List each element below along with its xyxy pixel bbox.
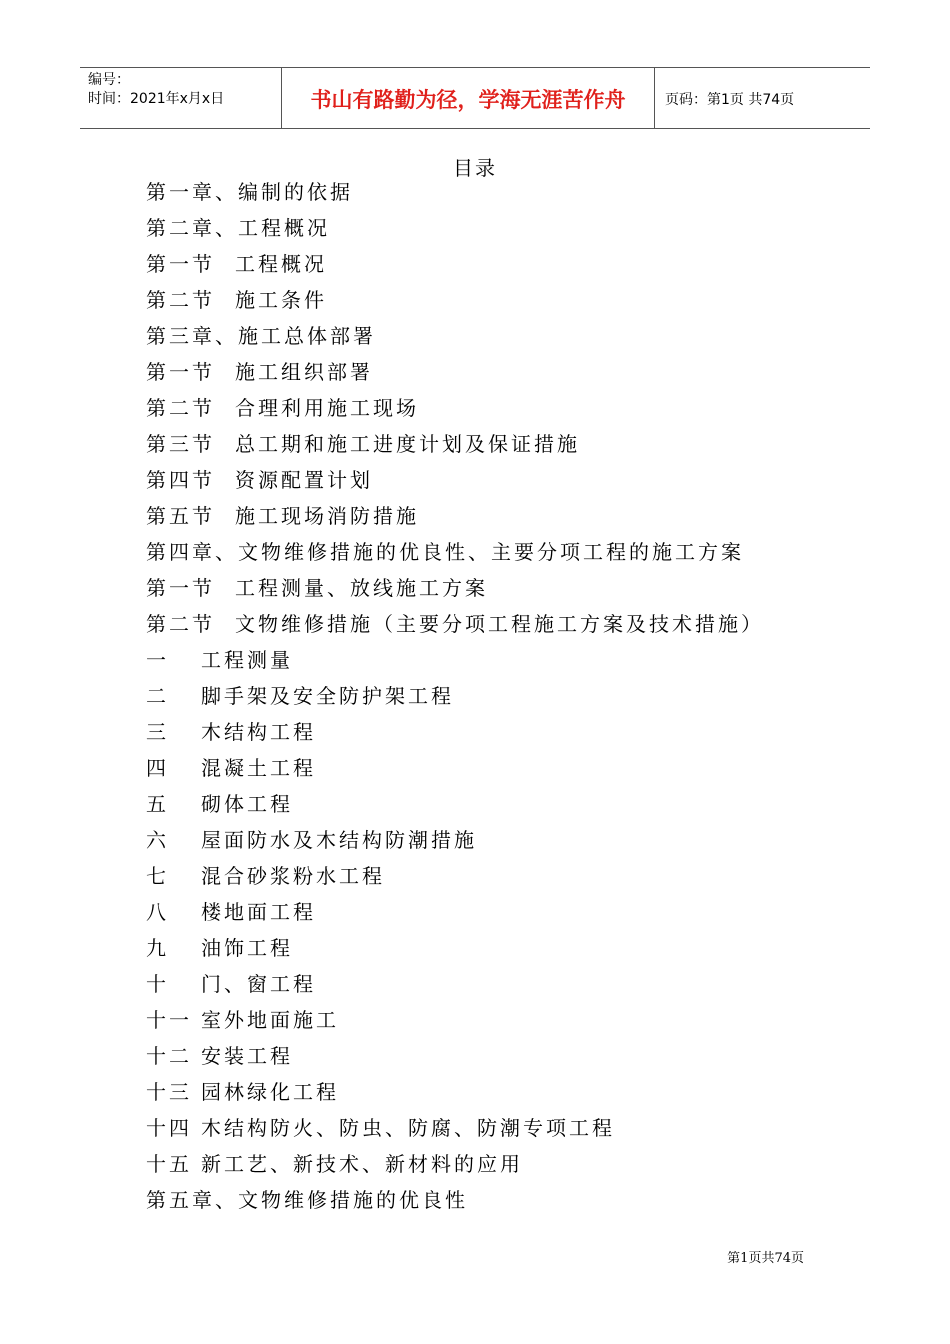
toc-item[interactable]: [146, 642, 764, 678]
toc-item[interactable]: [146, 462, 764, 498]
toc-item-number: 第一节: [146, 360, 215, 384]
toc-item-text: 工程概况: [235, 252, 327, 276]
toc-list: [146, 174, 764, 1218]
toc-item-text: 木结构防火、防虫、防腐、防潮专项工程: [201, 1116, 615, 1140]
serial-label: 编号：: [88, 72, 130, 88]
toc-item-number: 六: [146, 828, 169, 852]
toc-item[interactable]: [146, 930, 764, 966]
toc-item-number: 十二: [146, 1044, 192, 1068]
toc-item[interactable]: [146, 1110, 764, 1146]
toc-item[interactable]: [146, 750, 764, 786]
toc-item-number: 第五章、: [146, 1188, 238, 1212]
toc-item-text: 新工艺、新技术、新材料的应用: [201, 1152, 523, 1176]
toc-item-number: 第三章、: [146, 324, 238, 348]
toc-item-text: 门、窗工程: [201, 972, 316, 996]
toc-item-number: 第一章、: [146, 180, 238, 204]
toc-item-text: 文物维修措施的优良性: [238, 1188, 468, 1212]
toc-item-text: 木结构工程: [201, 720, 316, 744]
toc-item-text: 工程测量、放线施工方案: [235, 576, 488, 600]
toc-item-number: 十五: [146, 1152, 192, 1176]
toc-item-number: 第二节: [146, 288, 215, 312]
toc-item-number: 第四章、: [146, 540, 238, 564]
toc-item[interactable]: [146, 894, 764, 930]
toc-item-number: 第一节: [146, 576, 215, 600]
toc-item-number: 第五节: [146, 504, 215, 528]
toc-item[interactable]: [146, 858, 764, 894]
toc-item-number: 十一: [146, 1008, 192, 1032]
toc-item[interactable]: [146, 354, 764, 390]
toc-item-text: 砌体工程: [201, 792, 293, 816]
toc-item-text: 施工现场消防措施: [235, 504, 419, 528]
toc-item-text: 施工条件: [235, 288, 327, 312]
time-text: 时间：2021年x月x日: [88, 91, 225, 107]
toc-item-number: 十: [146, 972, 169, 996]
toc-item[interactable]: [146, 390, 764, 426]
toc-item-text: 总工期和施工进度计划及保证措施: [235, 432, 580, 456]
toc-item[interactable]: [146, 1182, 764, 1218]
toc-item[interactable]: [146, 318, 764, 354]
header-motto: 书山有路勤为径，学海无涯苦作舟: [282, 68, 655, 128]
toc-item[interactable]: [146, 966, 764, 1002]
toc-item-text: 楼地面工程: [201, 900, 316, 924]
page-header: [80, 67, 870, 129]
toc-item-text: 工程测量: [201, 648, 293, 672]
toc-item-text: 工程概况: [238, 216, 330, 240]
toc-item-text: 编制的依据: [238, 180, 353, 204]
toc-item-text: 安装工程: [201, 1044, 293, 1068]
toc-item-text: 施工总体部署: [238, 324, 376, 348]
toc-item-number: 第二节: [146, 396, 215, 420]
toc-item[interactable]: [146, 822, 764, 858]
toc-item[interactable]: [146, 786, 764, 822]
toc-item[interactable]: [146, 174, 764, 210]
toc-item-text: 脚手架及安全防护架工程: [201, 684, 454, 708]
toc-item[interactable]: [146, 1002, 764, 1038]
toc-item-text: 混合砂浆粉水工程: [201, 864, 385, 888]
toc-item-number: 七: [146, 864, 169, 888]
toc-item-number: 第二节: [146, 612, 215, 636]
toc-item[interactable]: [146, 534, 764, 570]
toc-item[interactable]: [146, 1146, 764, 1182]
toc-item-number: 第三节: [146, 432, 215, 456]
toc-title: 目录: [453, 156, 497, 180]
toc-item-number: 三: [146, 720, 169, 744]
toc-item-number: 四: [146, 756, 169, 780]
toc-item-text: 园林绿化工程: [201, 1080, 339, 1104]
toc-item[interactable]: [146, 426, 764, 462]
toc-item[interactable]: [146, 210, 764, 246]
toc-item-number: 第二章、: [146, 216, 238, 240]
toc-item[interactable]: [146, 498, 764, 534]
toc-item-text: 油饰工程: [201, 936, 293, 960]
toc-item-number: 十四: [146, 1116, 192, 1140]
toc-item[interactable]: [146, 678, 764, 714]
header-page-info: 页码：第1页 共74页: [665, 92, 795, 108]
toc-item-number: 五: [146, 792, 169, 816]
toc-item[interactable]: [146, 246, 764, 282]
toc-item-number: 九: [146, 936, 169, 960]
toc-item-number: 二: [146, 684, 169, 708]
page-footer: 第1页共74页: [727, 1251, 804, 1266]
toc-item-number: 八: [146, 900, 169, 924]
toc-item-text: 文物维修措施的优良性、主要分项工程的施工方案: [238, 540, 744, 564]
toc-item[interactable]: [146, 1074, 764, 1110]
toc-item-number: 一: [146, 648, 169, 672]
toc-item-text: 室外地面施工: [201, 1008, 339, 1032]
toc-item[interactable]: [146, 570, 764, 606]
toc-item-text: 屋面防水及木结构防潮措施: [201, 828, 477, 852]
toc-item[interactable]: [146, 282, 764, 318]
header-meta: [80, 68, 282, 128]
toc-item[interactable]: [146, 606, 764, 642]
toc-item[interactable]: [146, 1038, 764, 1074]
toc-item[interactable]: [146, 714, 764, 750]
toc-item-number: 第一节: [146, 252, 215, 276]
toc-item-number: 十三: [146, 1080, 192, 1104]
toc-item-number: 第四节: [146, 468, 215, 492]
toc-item-text: 文物维修措施（主要分项工程施工方案及技术措施）: [235, 612, 764, 636]
toc-item-text: 混凝土工程: [201, 756, 316, 780]
toc-item-text: 合理利用施工现场: [235, 396, 419, 420]
toc-item-text: 施工组织部署: [235, 360, 373, 384]
toc-item-text: 资源配置计划: [235, 468, 373, 492]
